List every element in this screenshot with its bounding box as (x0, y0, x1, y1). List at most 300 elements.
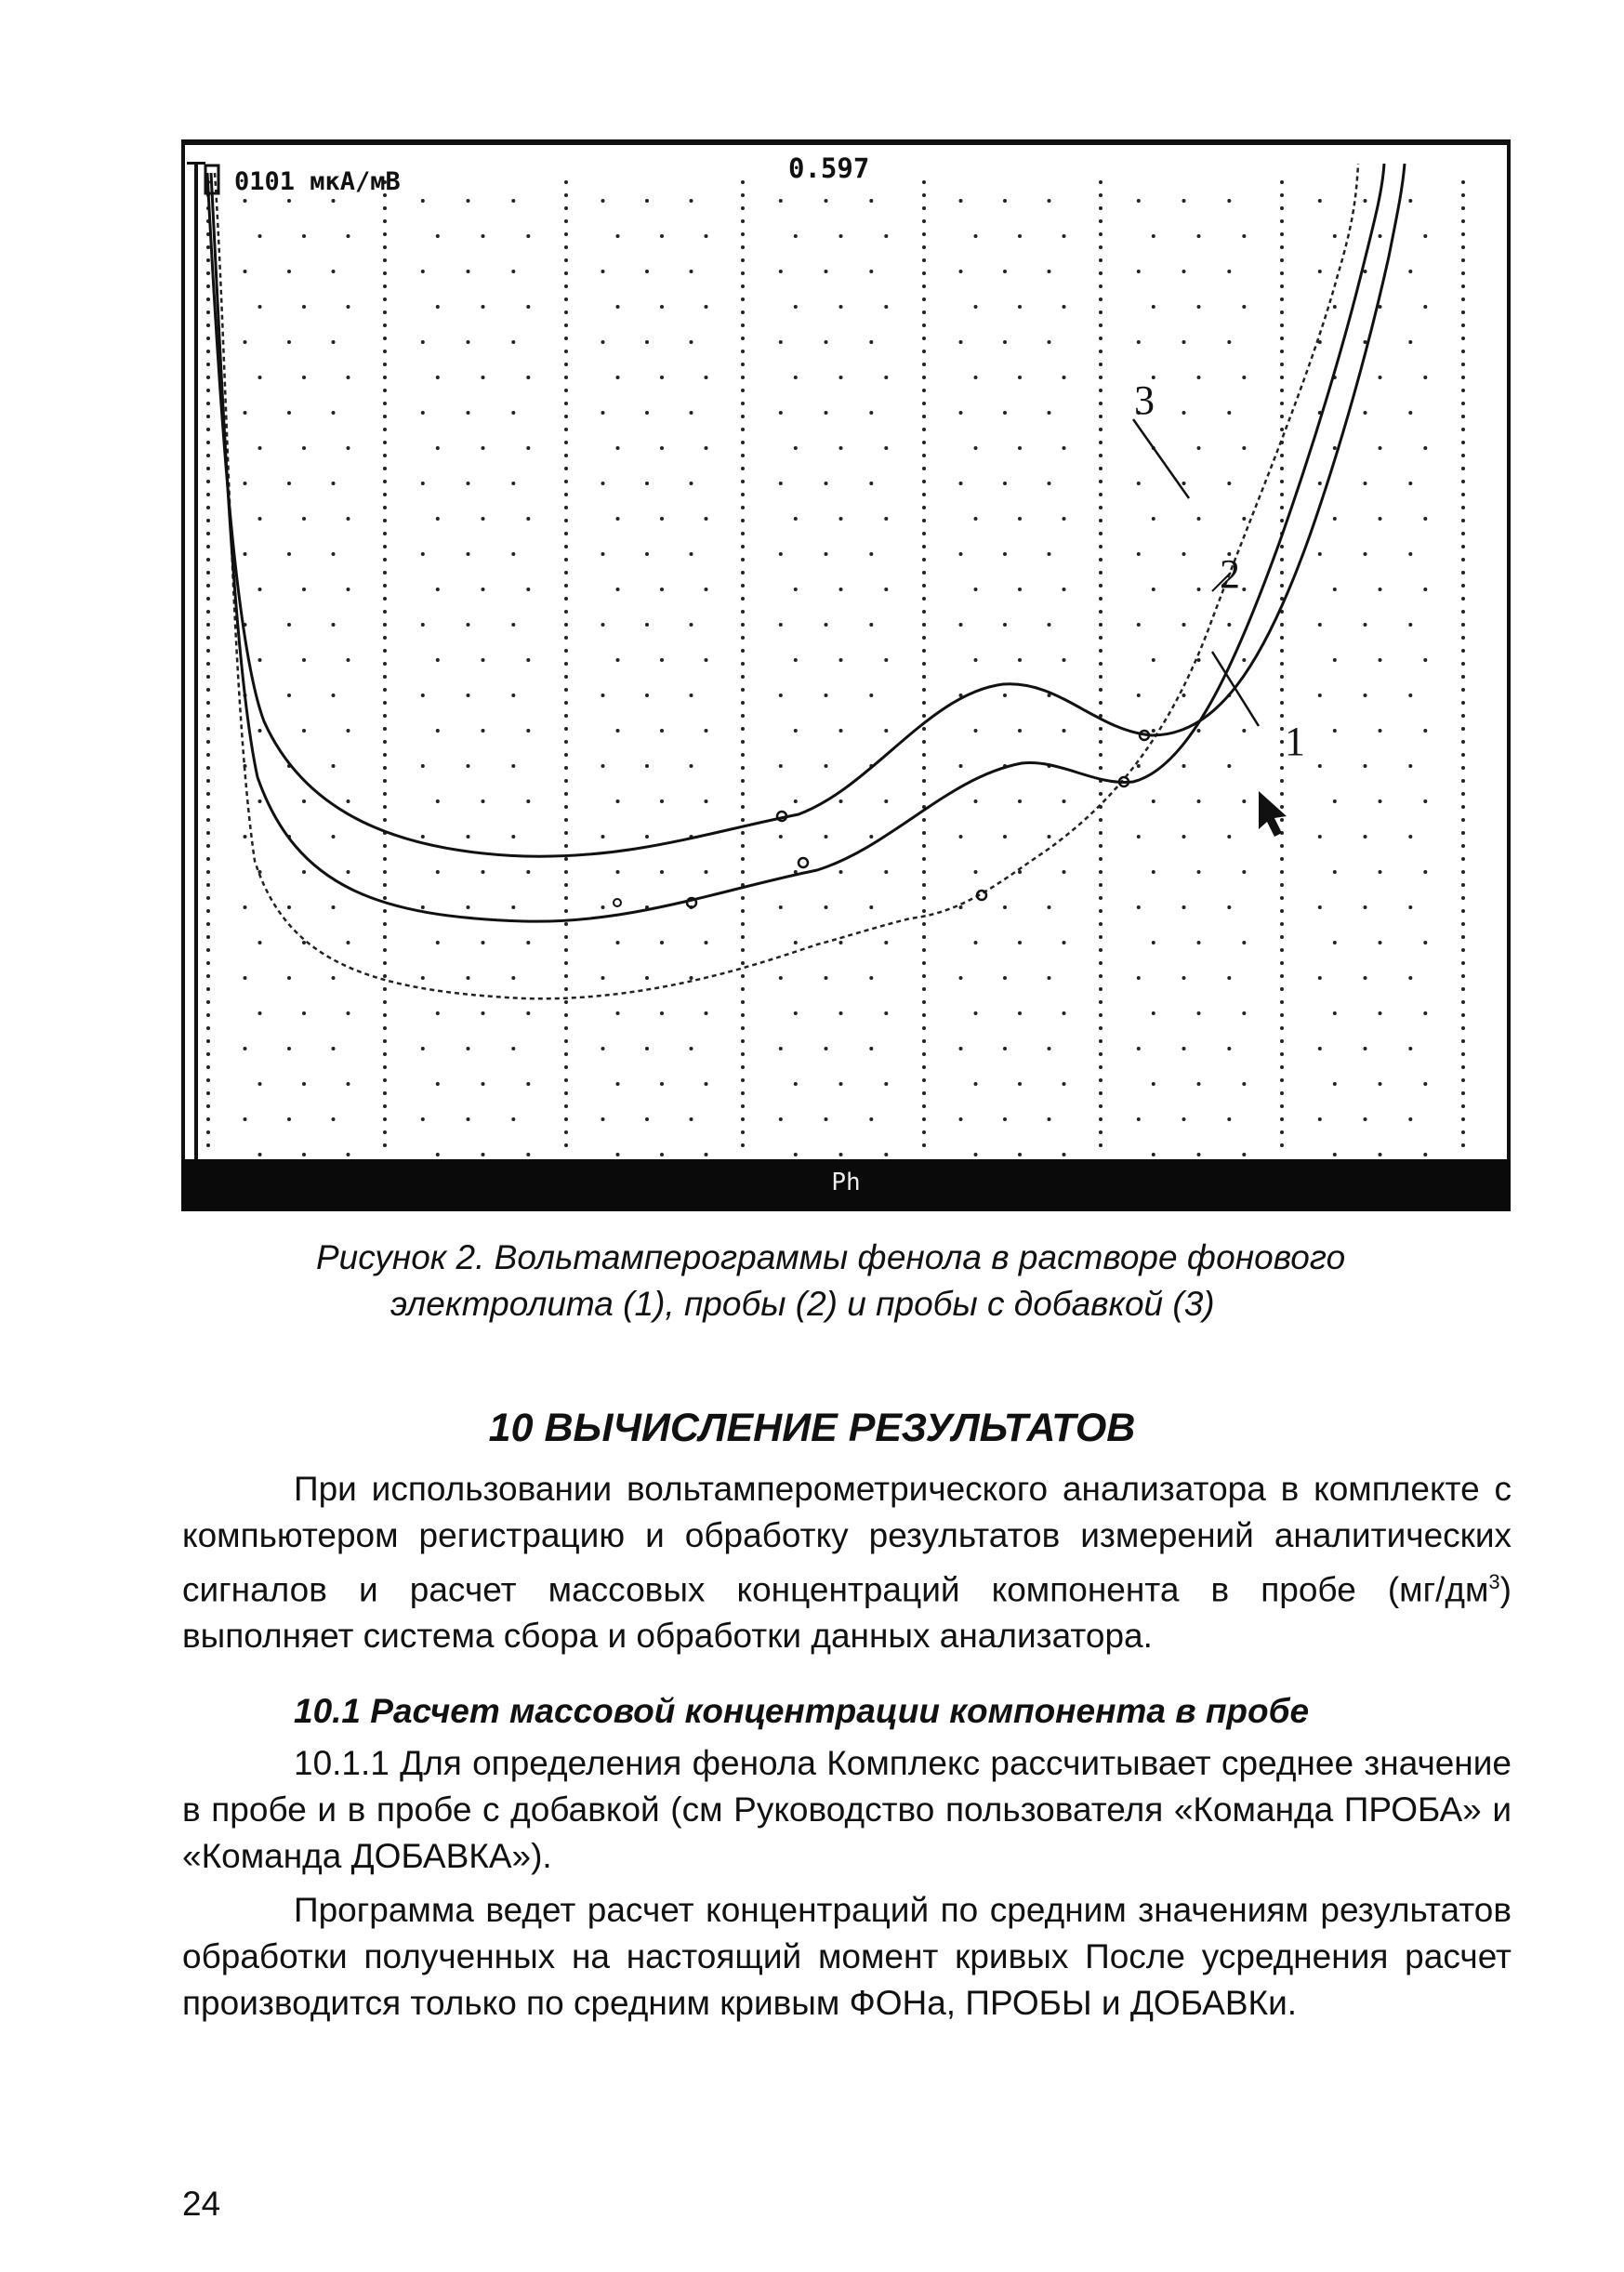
status-label: Ph (831, 1169, 861, 1196)
grid-dot (922, 740, 926, 744)
grid-dot (741, 258, 745, 262)
grid-dot (1137, 482, 1141, 485)
grid-dot (1003, 482, 1007, 485)
grid-dot (436, 588, 440, 591)
grid-dot (1280, 350, 1284, 353)
grid-dot (383, 428, 387, 431)
grid-dot (1280, 180, 1284, 184)
grid-dot (1280, 701, 1284, 705)
grid-dot (302, 658, 306, 662)
grid-dot (922, 844, 926, 848)
grid-dot (206, 909, 210, 913)
grid-dot (1099, 961, 1102, 965)
grid-dot (1461, 636, 1465, 640)
grid-dot (922, 506, 926, 509)
grid-dot (1461, 844, 1465, 848)
grid-dot (741, 1130, 745, 1134)
grid-dot (206, 831, 210, 835)
grid-dot (741, 896, 745, 900)
grid-dot (741, 389, 745, 392)
grid-dot (1280, 415, 1284, 418)
grid-dot (1280, 974, 1284, 978)
grid-dot (1099, 271, 1102, 275)
grid-dot (1182, 976, 1186, 980)
grid-dot (1280, 519, 1284, 522)
grid-dot (1063, 870, 1066, 874)
grid-dot (794, 376, 798, 379)
grid-dot (206, 1065, 210, 1069)
grid-dot (1379, 941, 1382, 944)
grid-dot (287, 976, 291, 980)
grid-dot (660, 234, 664, 238)
grid-dot (1461, 701, 1465, 705)
grid-dot (206, 948, 210, 952)
grid-dot (1099, 232, 1102, 236)
grid-dot (741, 844, 745, 848)
grid-dot (467, 905, 470, 909)
grid-dot (922, 1091, 926, 1095)
grid-dot (1461, 649, 1465, 653)
grid-dot (705, 799, 708, 803)
grid-dot (1182, 552, 1186, 556)
grid-dot (705, 588, 708, 591)
grid-dot (383, 779, 387, 783)
grid-dot (1333, 1011, 1337, 1015)
grid-dot (258, 870, 262, 874)
grid-dot (1461, 688, 1465, 692)
grid-dot (436, 941, 440, 944)
grid-dot (564, 961, 568, 965)
grid-dot (741, 506, 745, 509)
grid-dot (884, 1011, 888, 1015)
grid-dot (779, 693, 783, 697)
grid-dot (839, 729, 843, 733)
grid-dot (825, 905, 828, 909)
grid-dot (302, 870, 306, 874)
grid-dot (839, 376, 843, 379)
grid-dot (1280, 571, 1284, 575)
y-axis-cap (187, 162, 205, 165)
grid-dot (436, 658, 440, 662)
grid-dot (922, 649, 926, 653)
grid-dot (741, 545, 745, 548)
grid-dot (1408, 552, 1412, 556)
grid-dot (741, 688, 745, 692)
grid-dot (383, 662, 387, 666)
plot-canvas (185, 145, 1514, 1214)
grid-dot (922, 636, 926, 640)
grid-dot (922, 922, 926, 926)
grid-dot (1379, 376, 1382, 379)
grid-dot (741, 857, 745, 861)
grid-dot (1182, 270, 1186, 273)
grid-dot (1099, 402, 1102, 405)
grid-dot (1364, 623, 1367, 627)
grid-dot (383, 909, 387, 913)
grid-dot (1099, 337, 1102, 340)
grid-dot (741, 740, 745, 744)
grid-dot (1318, 270, 1322, 273)
grid-dot (206, 415, 210, 418)
grid-dot (959, 976, 963, 980)
grid-dot (421, 411, 425, 415)
grid-dot (1333, 941, 1337, 944)
grid-dot (741, 193, 745, 197)
grid-dot (467, 1047, 470, 1050)
grid-dot (1099, 389, 1102, 392)
grid-dot (1152, 1011, 1155, 1015)
grid-dot (526, 305, 530, 309)
grid-dot (1423, 305, 1427, 309)
grid-dot (244, 1117, 247, 1121)
grid-dot (287, 482, 291, 485)
grid-dot (660, 1082, 664, 1086)
grid-dot (383, 1013, 387, 1017)
grid-dot (287, 623, 291, 627)
grid-dot (741, 1039, 745, 1043)
grid-dot (482, 517, 485, 521)
grid-dot (1461, 753, 1465, 757)
grid-dot (839, 234, 843, 238)
grid-dot (922, 1039, 926, 1043)
paragraph-1-end: ) выполняет система сбора и обработки данных анализатора. (182, 1570, 1512, 1656)
grid-dot (922, 376, 926, 379)
grid-dot (1461, 974, 1465, 978)
grid-dot (1063, 1011, 1066, 1015)
grid-dot (922, 1000, 926, 1004)
grid-dot (206, 974, 210, 978)
grid-dot (1280, 297, 1284, 301)
grid-dot (206, 389, 210, 392)
grid-dot (974, 1082, 978, 1086)
grid-dot (1227, 835, 1231, 839)
grid-dot (564, 1091, 568, 1095)
grid-dot (206, 1000, 210, 1004)
grid-dot (779, 411, 783, 415)
grid-dot (922, 701, 926, 705)
grid-dot (1461, 1130, 1465, 1134)
grid-dot (779, 340, 783, 344)
grid-dot (884, 941, 888, 944)
grid-dot (974, 1011, 978, 1015)
grid-dot (287, 905, 291, 909)
grid-dot (1003, 976, 1007, 980)
grid-dot (421, 482, 425, 485)
grid-dot (922, 714, 926, 718)
grid-dot (660, 658, 664, 662)
grid-dot (794, 234, 798, 238)
grid-dots (206, 180, 1465, 1156)
grid-dot (511, 270, 515, 273)
grid-dot (741, 245, 745, 249)
grid-dot (1461, 324, 1465, 327)
grid-dot (741, 271, 745, 275)
grid-dot (741, 922, 745, 926)
grid-dot (1099, 454, 1102, 457)
grid-dot (564, 558, 568, 561)
grid-dot (206, 558, 210, 561)
grid-dot (741, 1104, 745, 1108)
grid-dot (922, 831, 926, 835)
grid-dot (922, 284, 926, 288)
grid-dot (1099, 597, 1102, 601)
grid-dot (1227, 905, 1231, 909)
grid-dot (1461, 1091, 1465, 1095)
grid-dot (564, 389, 568, 392)
grid-dot (564, 245, 568, 249)
grid-dot (869, 976, 873, 980)
grid-dot (1461, 376, 1465, 379)
caption-line-1: Рисунок 2. Вольтамперограммы фенола в растворе фонового (316, 1238, 1346, 1276)
grid-dot (383, 245, 387, 249)
grid-dot (1333, 1153, 1337, 1156)
grid-dot (383, 297, 387, 301)
grid-dot (1003, 905, 1007, 909)
grid-dot (467, 411, 470, 415)
grid-dot (645, 199, 649, 203)
grid-dot (922, 324, 926, 327)
grid-dot (922, 909, 926, 913)
grid-dot (564, 818, 568, 822)
grid-dot (482, 305, 485, 309)
grid-dot (1461, 454, 1465, 457)
grid-dot (206, 350, 210, 353)
grid-dot (1461, 337, 1465, 340)
grid-dot (258, 1153, 262, 1156)
grid-dot (482, 376, 485, 379)
grid-dot (564, 636, 568, 640)
grid-dot (1280, 545, 1284, 548)
grid-dot (1099, 1026, 1102, 1030)
grid-dot (332, 340, 336, 344)
grid-dot (564, 1026, 568, 1030)
grid-dot (347, 305, 350, 309)
grid-dot (1063, 1153, 1066, 1156)
grid-dot (206, 753, 210, 757)
grid-dot (383, 857, 387, 861)
grid-dot (1461, 219, 1465, 223)
grid-dot (1379, 729, 1382, 733)
grid-dot (206, 818, 210, 822)
grid-dot (616, 729, 620, 733)
grid-dot (922, 779, 926, 783)
grid-dot (741, 701, 745, 705)
grid-dot (1364, 199, 1367, 203)
grid-dot (1280, 675, 1284, 679)
grid-dot (1152, 729, 1155, 733)
mouse-cursor-icon (1259, 791, 1287, 837)
grid-dot (1408, 905, 1412, 909)
grid-dot (922, 675, 926, 679)
grid-dot (1182, 905, 1186, 909)
grid-dot (302, 588, 306, 591)
grid-dot (1318, 1047, 1322, 1050)
grid-dot (564, 857, 568, 861)
grid-dot (302, 1011, 306, 1015)
grid-dot (1280, 818, 1284, 822)
grid-dot (601, 340, 605, 344)
grid-dot (794, 305, 798, 309)
grid-dot (1280, 649, 1284, 653)
grid-dot (332, 623, 336, 627)
grid-dot (1099, 584, 1102, 588)
grid-dot (645, 482, 649, 485)
grid-dot (332, 1047, 336, 1050)
grid-dot (741, 870, 745, 874)
grid-dot (383, 1143, 387, 1147)
grid-dot (839, 588, 843, 591)
grid-dot (1197, 305, 1201, 309)
grid-dot (741, 337, 745, 340)
grid-dot (383, 818, 387, 822)
grid-dot (383, 935, 387, 939)
grid-dot (1280, 493, 1284, 496)
grid-dot (564, 805, 568, 809)
grid-dot (1099, 1091, 1102, 1095)
grid-dot (1227, 623, 1231, 627)
grid-dot (1280, 245, 1284, 249)
grid-dot (974, 799, 978, 803)
grid-dot (1408, 340, 1412, 344)
cursor-value-readout: 0.597 (788, 152, 870, 184)
grid-dot (206, 779, 210, 783)
grid-dot (1048, 835, 1051, 839)
grid-dot (1318, 976, 1322, 980)
grid-dot (645, 693, 649, 697)
grid-dot (1280, 389, 1284, 392)
paragraph-1-start: При использовании вольтамперометрического анализатора в комплекте с компьютером регистрацию и обработку результатов измерений аналитических сигналов и расчет массовых концентраций компонента в пробе (мг/дм (182, 1470, 1512, 1609)
grid-dot (1379, 658, 1382, 662)
grid-dot (436, 1082, 440, 1086)
grid-dot (1048, 340, 1051, 344)
grid-dot (564, 258, 568, 262)
grid-dot (1137, 552, 1141, 556)
grid-dot (1408, 411, 1412, 415)
grid-dot (1379, 1011, 1382, 1015)
grid-dot (564, 792, 568, 796)
grid-dot (1461, 441, 1465, 444)
grid-dot (383, 961, 387, 965)
grid-dot (1197, 870, 1201, 874)
grid-dot (383, 571, 387, 575)
grid-dot (1063, 376, 1066, 379)
grid-dot (959, 270, 963, 273)
grid-dot (206, 636, 210, 640)
grid-dot (206, 1143, 210, 1147)
grid-dot (1280, 1052, 1284, 1056)
grid-dot (1461, 1052, 1465, 1056)
grid-dot (332, 905, 336, 909)
grid-dot (1048, 199, 1051, 203)
grid-dot (645, 270, 649, 273)
grid-dot (922, 545, 926, 548)
paragraph-2: 10.1.1 Для определения фенола Комплекс рассчитывает среднее значение в пробе и в пробе с добавкой (см Руководство пользователя «Команда ПРОБА» и «Команда ДОБАВКА»). (182, 1744, 1512, 1875)
grid-dot (1003, 1117, 1007, 1121)
grid-dot (690, 1117, 693, 1121)
grid-dot (1063, 588, 1066, 591)
grid-dot (1099, 948, 1102, 952)
grid-dot (705, 517, 708, 521)
grid-dot (1197, 941, 1201, 944)
grid-dot (1280, 284, 1284, 288)
grid-dot (1461, 180, 1465, 184)
grid-dot (1461, 545, 1465, 548)
grid-dot (1048, 411, 1051, 415)
grid-dot (1423, 870, 1427, 874)
grid-dot (526, 1082, 530, 1086)
grid-dot (244, 905, 247, 909)
grid-dot (383, 1117, 387, 1121)
grid-dot (922, 258, 926, 262)
grid-dot (922, 987, 926, 991)
grid-dot (383, 284, 387, 288)
grid-dot (526, 446, 530, 450)
grid-dot (1003, 340, 1007, 344)
grid-dot (1137, 340, 1141, 344)
grid-dot (564, 180, 568, 184)
grid-dot (601, 976, 605, 980)
grid-dot (383, 727, 387, 731)
grid-dot (436, 376, 440, 379)
grid-dot (287, 411, 291, 415)
grid-dot (1003, 270, 1007, 273)
grid-dot (1137, 905, 1141, 909)
grid-dot (1227, 976, 1231, 980)
grid-dot (974, 941, 978, 944)
grid-dot (974, 446, 978, 450)
grid-dot (616, 234, 620, 238)
grid-dot (1242, 658, 1246, 662)
curve-1-background (215, 164, 1358, 998)
grid-dot (383, 415, 387, 418)
grid-dot (1461, 506, 1465, 509)
grid-dot (564, 727, 568, 731)
grid-dot (1379, 1082, 1382, 1086)
grid-dot (1197, 517, 1201, 521)
grid-dot (825, 623, 828, 627)
grid-dot (1018, 517, 1022, 521)
grid-dot (564, 844, 568, 848)
grid-dot (467, 270, 470, 273)
grid-dot (1099, 350, 1102, 353)
grid-dot (347, 941, 350, 944)
grid-dot (383, 870, 387, 874)
grid-dot (383, 545, 387, 548)
grid-dot (839, 517, 843, 521)
grid-dot (206, 441, 210, 444)
grid-dot (258, 517, 262, 521)
grid-dot (383, 974, 387, 978)
grid-dot (302, 1082, 306, 1086)
grid-dot (1137, 764, 1141, 768)
grid-dot (1280, 1143, 1284, 1147)
grid-dot (526, 1153, 530, 1156)
grid-dot (1099, 415, 1102, 418)
grid-dot (884, 446, 888, 450)
grid-dot (601, 835, 605, 839)
grid-dot (1048, 1047, 1051, 1050)
grid-dot (1152, 799, 1155, 803)
grid-dot (436, 1011, 440, 1015)
grid-dot (383, 310, 387, 314)
grid-dot (1099, 1013, 1102, 1017)
grid-dot (421, 835, 425, 839)
grid-dot (564, 297, 568, 301)
grid-dot (564, 1000, 568, 1004)
grid-dot (884, 729, 888, 733)
grid-dot (1197, 376, 1201, 379)
grid-dot (741, 948, 745, 952)
